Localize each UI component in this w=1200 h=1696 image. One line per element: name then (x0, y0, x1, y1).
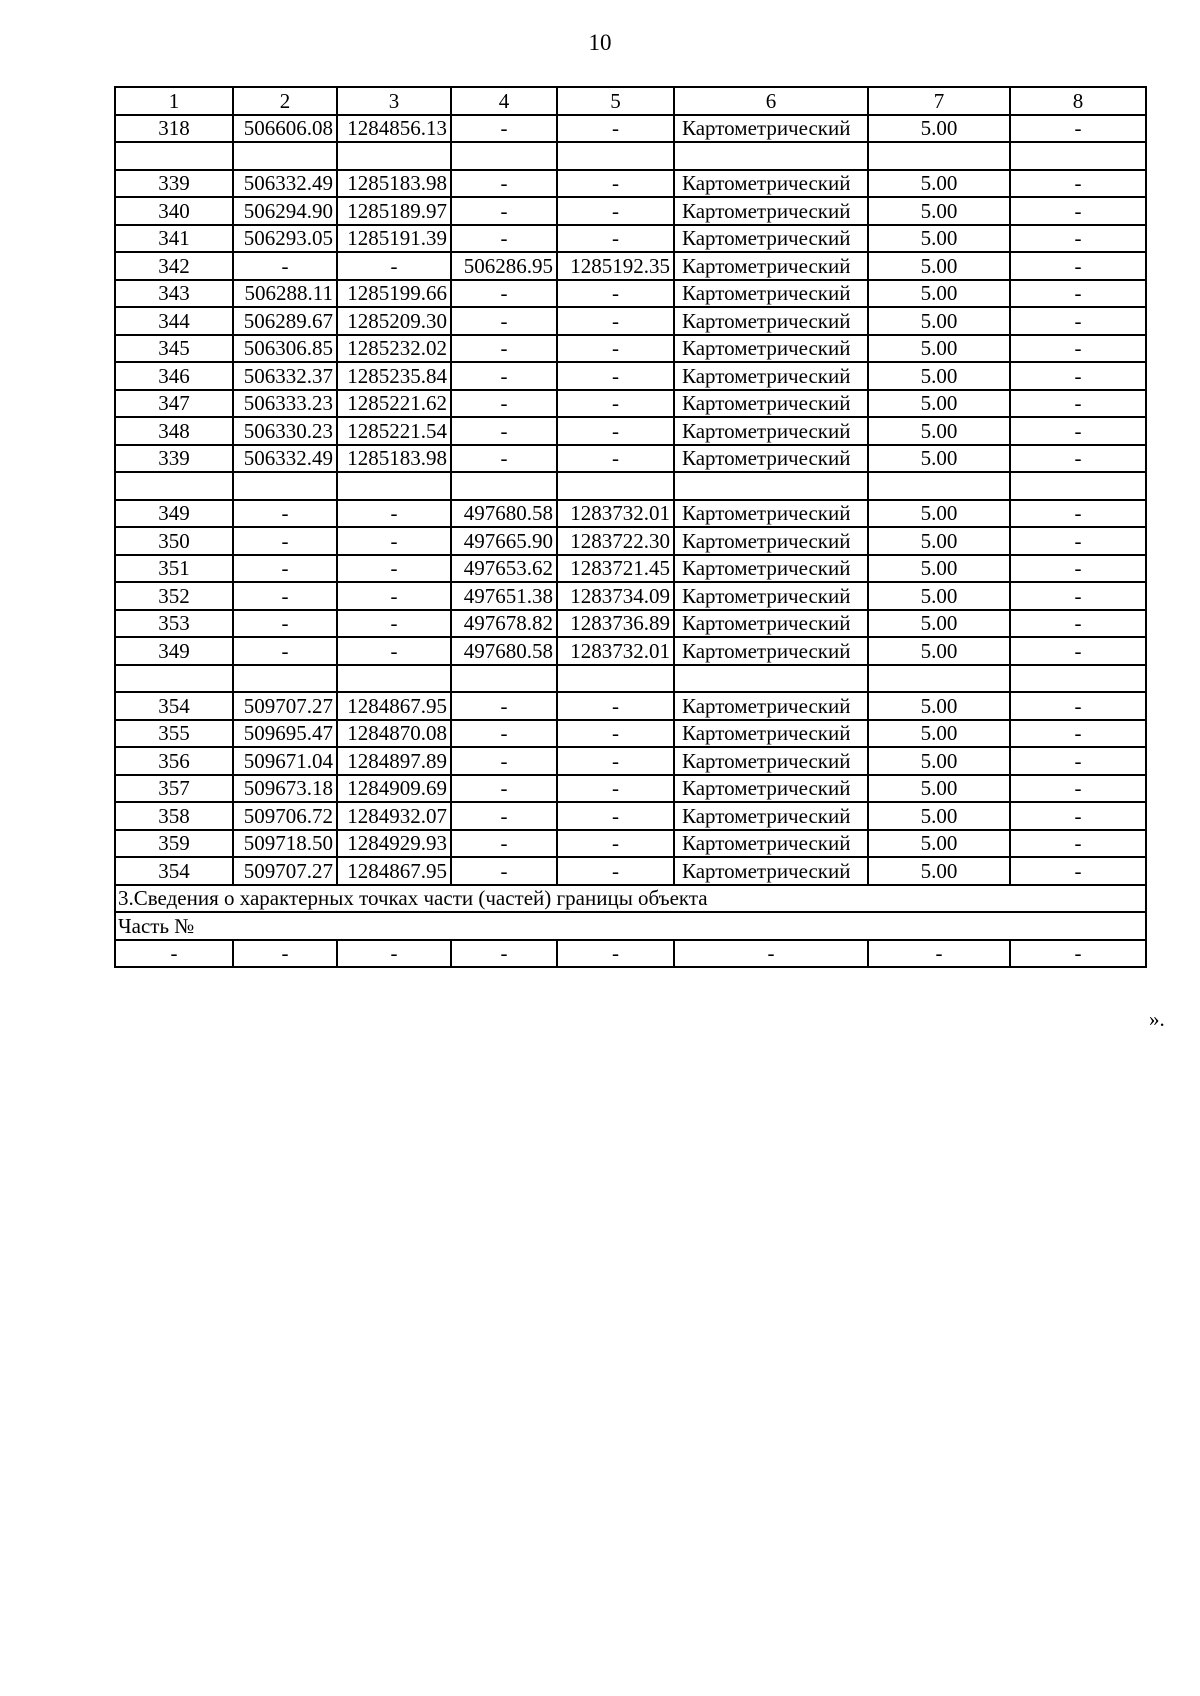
cell-method: - (674, 940, 868, 968)
cell-y-new: - (557, 390, 674, 418)
cell-x-existing: 506332.37 (233, 362, 337, 390)
table-row (115, 170, 1146, 198)
cell-x-existing: 509718.50 (233, 830, 337, 858)
cell-y-existing (337, 665, 451, 693)
cell-y-new: 1285192.35 (557, 252, 674, 280)
cell-y-existing (337, 142, 451, 170)
cell-description: - (1010, 555, 1146, 583)
cell-accuracy: 5.00 (868, 307, 1010, 335)
cell-x-existing (233, 142, 337, 170)
cell-method: Картометрический (674, 582, 868, 610)
cell-x-existing: - (233, 582, 337, 610)
cell-y-existing: 1284856.13 (337, 115, 451, 143)
cell-y-new: - (557, 362, 674, 390)
cell-x-new: - (451, 115, 557, 143)
cell-accuracy: 5.00 (868, 775, 1010, 803)
cell-accuracy: 5.00 (868, 335, 1010, 363)
cell-point-number: 357 (115, 775, 233, 803)
cell-x-existing: 506330.23 (233, 417, 337, 445)
cell-x-existing: - (233, 610, 337, 638)
cell-y-existing: 1285199.66 (337, 280, 451, 308)
coordinates-table (114, 86, 1147, 968)
cell-y-existing: - (337, 940, 451, 968)
cell-y-new: - (557, 280, 674, 308)
cell-accuracy: 5.00 (868, 637, 1010, 665)
cell-x-new: - (451, 225, 557, 253)
table-row (115, 197, 1146, 225)
header-row (115, 87, 1146, 115)
cell-y-new: 1283736.89 (557, 610, 674, 638)
table-row (115, 142, 1146, 170)
cell-x-new: - (451, 362, 557, 390)
cell-point-number: 339 (115, 445, 233, 473)
cell-y-new: - (557, 115, 674, 143)
cell-method: Картометрический (674, 252, 868, 280)
cell-accuracy: 5.00 (868, 445, 1010, 473)
table-row (115, 802, 1146, 830)
cell-y-existing: 1284929.93 (337, 830, 451, 858)
part-label: Часть № (115, 912, 1146, 940)
cell-x-new (451, 665, 557, 693)
cell-y-existing: 3 (337, 87, 451, 115)
cell-x-existing (233, 665, 337, 693)
cell-y-existing: - (337, 610, 451, 638)
table-row (115, 417, 1146, 445)
cell-y-existing: 1285209.30 (337, 307, 451, 335)
cell-point-number: 347 (115, 390, 233, 418)
cell-x-existing: 506606.08 (233, 115, 337, 143)
cell-x-new: 497651.38 (451, 582, 557, 610)
cell-x-new: 4 (451, 87, 557, 115)
cell-x-existing (233, 472, 337, 500)
table-row (115, 115, 1146, 143)
cell-point-number: 341 (115, 225, 233, 253)
cell-accuracy: 5.00 (868, 197, 1010, 225)
cell-y-existing: 1284909.69 (337, 775, 451, 803)
cell-y-existing: 1284867.95 (337, 857, 451, 885)
cell-y-new: - (557, 335, 674, 363)
cell-description: - (1010, 775, 1146, 803)
cell-point-number (115, 142, 233, 170)
cell-x-new: 497680.58 (451, 637, 557, 665)
cell-accuracy (868, 665, 1010, 693)
cell-point-number: 353 (115, 610, 233, 638)
cell-method: Картометрический (674, 280, 868, 308)
cell-accuracy: 5.00 (868, 555, 1010, 583)
table-row (115, 307, 1146, 335)
cell-description: - (1010, 500, 1146, 528)
cell-method: Картометрический (674, 857, 868, 885)
table-row (115, 335, 1146, 363)
cell-description: - (1010, 720, 1146, 748)
cell-point-number: 355 (115, 720, 233, 748)
cell-point-number: - (115, 940, 233, 968)
empty-part-row (115, 940, 1146, 968)
cell-description: - (1010, 637, 1146, 665)
cell-accuracy: 5.00 (868, 527, 1010, 555)
cell-y-new: - (557, 417, 674, 445)
cell-description (1010, 472, 1146, 500)
table-row (115, 582, 1146, 610)
cell-method: Картометрический (674, 527, 868, 555)
cell-method (674, 142, 868, 170)
cell-y-existing: - (337, 252, 451, 280)
cell-point-number: 349 (115, 500, 233, 528)
cell-description: - (1010, 582, 1146, 610)
cell-description: - (1010, 197, 1146, 225)
cell-y-existing: 1285183.98 (337, 170, 451, 198)
cell-x-new: - (451, 940, 557, 968)
cell-y-existing: 1285232.02 (337, 335, 451, 363)
cell-x-existing: 506306.85 (233, 335, 337, 363)
cell-description: 8 (1010, 87, 1146, 115)
cell-description: - (1010, 225, 1146, 253)
cell-y-existing: - (337, 500, 451, 528)
cell-method: Картометрический (674, 197, 868, 225)
part-label-row (115, 912, 1146, 940)
cell-point-number: 342 (115, 252, 233, 280)
cell-x-new: - (451, 720, 557, 748)
cell-x-new: - (451, 335, 557, 363)
cell-description: - (1010, 830, 1146, 858)
cell-y-new: 1283732.01 (557, 637, 674, 665)
table-row (115, 637, 1146, 665)
section-title-row (115, 885, 1146, 913)
cell-accuracy (868, 142, 1010, 170)
cell-accuracy: 5.00 (868, 830, 1010, 858)
cell-x-new: 497653.62 (451, 555, 557, 583)
cell-accuracy: 5.00 (868, 170, 1010, 198)
cell-x-new: - (451, 775, 557, 803)
cell-method: Картометрический (674, 307, 868, 335)
cell-description: - (1010, 747, 1146, 775)
cell-accuracy: 5.00 (868, 857, 1010, 885)
cell-point-number: 340 (115, 197, 233, 225)
cell-method: Картометрический (674, 802, 868, 830)
cell-x-existing: 506294.90 (233, 197, 337, 225)
cell-y-existing: 1284867.95 (337, 692, 451, 720)
cell-method: Картометрический (674, 335, 868, 363)
cell-method: Картометрический (674, 555, 868, 583)
cell-y-existing: 1285183.98 (337, 445, 451, 473)
cell-x-existing: 2 (233, 87, 337, 115)
cell-point-number: 352 (115, 582, 233, 610)
cell-description: - (1010, 527, 1146, 555)
cell-method: Картометрический (674, 445, 868, 473)
cell-y-new: - (557, 830, 674, 858)
cell-description: - (1010, 252, 1146, 280)
cell-x-new: - (451, 692, 557, 720)
cell-x-new: - (451, 197, 557, 225)
cell-y-new: - (557, 802, 674, 830)
cell-accuracy: 5.00 (868, 225, 1010, 253)
cell-description: - (1010, 610, 1146, 638)
cell-y-new: 1283734.09 (557, 582, 674, 610)
cell-point-number: 345 (115, 335, 233, 363)
table-row (115, 775, 1146, 803)
cell-point-number: 350 (115, 527, 233, 555)
cell-x-new (451, 142, 557, 170)
cell-accuracy: 5.00 (868, 610, 1010, 638)
cell-description: - (1010, 280, 1146, 308)
cell-x-existing: 506332.49 (233, 445, 337, 473)
cell-x-new: - (451, 445, 557, 473)
cell-x-new: - (451, 830, 557, 858)
cell-y-new (557, 472, 674, 500)
cell-y-existing: 1284897.89 (337, 747, 451, 775)
cell-accuracy: 5.00 (868, 115, 1010, 143)
cell-y-existing: 1285191.39 (337, 225, 451, 253)
cell-description: - (1010, 362, 1146, 390)
cell-point-number: 339 (115, 170, 233, 198)
cell-x-existing: - (233, 500, 337, 528)
cell-y-existing (337, 472, 451, 500)
cell-y-new: - (557, 445, 674, 473)
cell-description: - (1010, 857, 1146, 885)
cell-point-number (115, 472, 233, 500)
cell-point-number: 349 (115, 637, 233, 665)
cell-accuracy: 5.00 (868, 720, 1010, 748)
cell-x-new: 506286.95 (451, 252, 557, 280)
cell-x-existing: 506289.67 (233, 307, 337, 335)
cell-accuracy: 5.00 (868, 692, 1010, 720)
cell-y-new: 1283721.45 (557, 555, 674, 583)
cell-accuracy: 7 (868, 87, 1010, 115)
cell-description: - (1010, 335, 1146, 363)
cell-method: Картометрический (674, 747, 868, 775)
cell-y-existing: - (337, 582, 451, 610)
cell-accuracy: 5.00 (868, 802, 1010, 830)
cell-x-existing: 509707.27 (233, 857, 337, 885)
cell-y-new: - (557, 720, 674, 748)
cell-point-number: 348 (115, 417, 233, 445)
cell-y-existing: 1285221.62 (337, 390, 451, 418)
cell-x-existing: 509706.72 (233, 802, 337, 830)
cell-x-existing: 509707.27 (233, 692, 337, 720)
cell-method: Картометрический (674, 775, 868, 803)
cell-description: - (1010, 692, 1146, 720)
cell-x-existing: - (233, 637, 337, 665)
cell-method: Картометрический (674, 417, 868, 445)
cell-y-new: - (557, 307, 674, 335)
table-row (115, 390, 1146, 418)
table-row (115, 555, 1146, 583)
cell-y-existing: 1284870.08 (337, 720, 451, 748)
table-row (115, 665, 1146, 693)
cell-method: Картометрический (674, 362, 868, 390)
table-row (115, 362, 1146, 390)
cell-method: 6 (674, 87, 868, 115)
cell-y-new: - (557, 747, 674, 775)
cell-x-existing: 509695.47 (233, 720, 337, 748)
cell-accuracy: 5.00 (868, 390, 1010, 418)
cell-method: Картометрический (674, 692, 868, 720)
cell-method: Картометрический (674, 720, 868, 748)
cell-accuracy: 5.00 (868, 252, 1010, 280)
cell-y-existing: 1285221.54 (337, 417, 451, 445)
cell-x-existing: 506288.11 (233, 280, 337, 308)
cell-point-number: 359 (115, 830, 233, 858)
cell-x-new (451, 472, 557, 500)
cell-x-new: 497678.82 (451, 610, 557, 638)
cell-y-new: 5 (557, 87, 674, 115)
cell-y-existing: 1285235.84 (337, 362, 451, 390)
cell-x-new: - (451, 390, 557, 418)
table-row (115, 857, 1146, 885)
cell-y-new: - (557, 197, 674, 225)
cell-point-number (115, 665, 233, 693)
cell-x-existing: 506293.05 (233, 225, 337, 253)
cell-point-number: 354 (115, 857, 233, 885)
table-row (115, 747, 1146, 775)
cell-description: - (1010, 390, 1146, 418)
table-row (115, 527, 1146, 555)
cell-y-new (557, 142, 674, 170)
cell-y-new: - (557, 170, 674, 198)
cell-method: Картометрический (674, 830, 868, 858)
cell-x-existing: - (233, 252, 337, 280)
cell-point-number: 318 (115, 115, 233, 143)
cell-x-new: - (451, 307, 557, 335)
table-row (115, 692, 1146, 720)
cell-accuracy: 5.00 (868, 500, 1010, 528)
table-row (115, 472, 1146, 500)
cell-method (674, 665, 868, 693)
cell-accuracy (868, 472, 1010, 500)
cell-y-new: - (557, 940, 674, 968)
cell-y-existing: - (337, 637, 451, 665)
cell-method: Картометрический (674, 637, 868, 665)
cell-accuracy: - (868, 940, 1010, 968)
cell-description: - (1010, 170, 1146, 198)
cell-accuracy: 5.00 (868, 280, 1010, 308)
cell-method: Картометрический (674, 170, 868, 198)
cell-method: Картометрический (674, 115, 868, 143)
table-row (115, 225, 1146, 253)
cell-y-existing: - (337, 555, 451, 583)
cell-y-new: 1283722.30 (557, 527, 674, 555)
cell-x-existing: - (233, 527, 337, 555)
cell-method: Картометрический (674, 390, 868, 418)
cell-y-existing: 1284932.07 (337, 802, 451, 830)
cell-method: Картометрический (674, 610, 868, 638)
cell-accuracy: 5.00 (868, 362, 1010, 390)
cell-accuracy: 5.00 (868, 582, 1010, 610)
table-row (115, 830, 1146, 858)
cell-description: - (1010, 940, 1146, 968)
cell-x-new: - (451, 747, 557, 775)
cell-y-new: - (557, 775, 674, 803)
cell-description: - (1010, 802, 1146, 830)
cell-x-existing: 506332.49 (233, 170, 337, 198)
cell-y-existing: - (337, 527, 451, 555)
cell-y-new (557, 665, 674, 693)
cell-description: - (1010, 417, 1146, 445)
cell-x-existing: 509673.18 (233, 775, 337, 803)
section-title: 3.Сведения о характерных точках части (частей) границы объекта (115, 885, 1146, 913)
table-row (115, 252, 1146, 280)
cell-x-existing: - (233, 940, 337, 968)
cell-x-new: 497680.58 (451, 500, 557, 528)
cell-y-new: 1283732.01 (557, 500, 674, 528)
table-row (115, 500, 1146, 528)
cell-point-number: 351 (115, 555, 233, 583)
cell-y-existing: 1285189.97 (337, 197, 451, 225)
table-row (115, 720, 1146, 748)
cell-description (1010, 665, 1146, 693)
cell-x-new: - (451, 857, 557, 885)
table-row (115, 280, 1146, 308)
cell-point-number: 343 (115, 280, 233, 308)
cell-description (1010, 142, 1146, 170)
cell-x-new: - (451, 417, 557, 445)
cell-x-new: - (451, 802, 557, 830)
table-row (115, 610, 1146, 638)
cell-description: - (1010, 307, 1146, 335)
cell-method: Картометрический (674, 500, 868, 528)
cell-x-existing: - (233, 555, 337, 583)
table-row (115, 445, 1146, 473)
cell-x-new: - (451, 170, 557, 198)
cell-x-existing: 506333.23 (233, 390, 337, 418)
cell-point-number: 358 (115, 802, 233, 830)
cell-method (674, 472, 868, 500)
cell-description: - (1010, 115, 1146, 143)
cell-x-new: - (451, 280, 557, 308)
cell-point-number: 1 (115, 87, 233, 115)
cell-y-new: - (557, 692, 674, 720)
cell-point-number: 356 (115, 747, 233, 775)
cell-point-number: 346 (115, 362, 233, 390)
cell-x-existing: 509671.04 (233, 747, 337, 775)
cell-accuracy: 5.00 (868, 417, 1010, 445)
closing-quote: ». (1149, 1007, 1165, 1031)
cell-point-number: 344 (115, 307, 233, 335)
cell-y-new: - (557, 225, 674, 253)
page-number: 10 (588, 30, 612, 55)
cell-point-number: 354 (115, 692, 233, 720)
cell-description: - (1010, 445, 1146, 473)
cell-y-new: - (557, 857, 674, 885)
cell-method: Картометрический (674, 225, 868, 253)
cell-x-new: 497665.90 (451, 527, 557, 555)
cell-accuracy: 5.00 (868, 747, 1010, 775)
